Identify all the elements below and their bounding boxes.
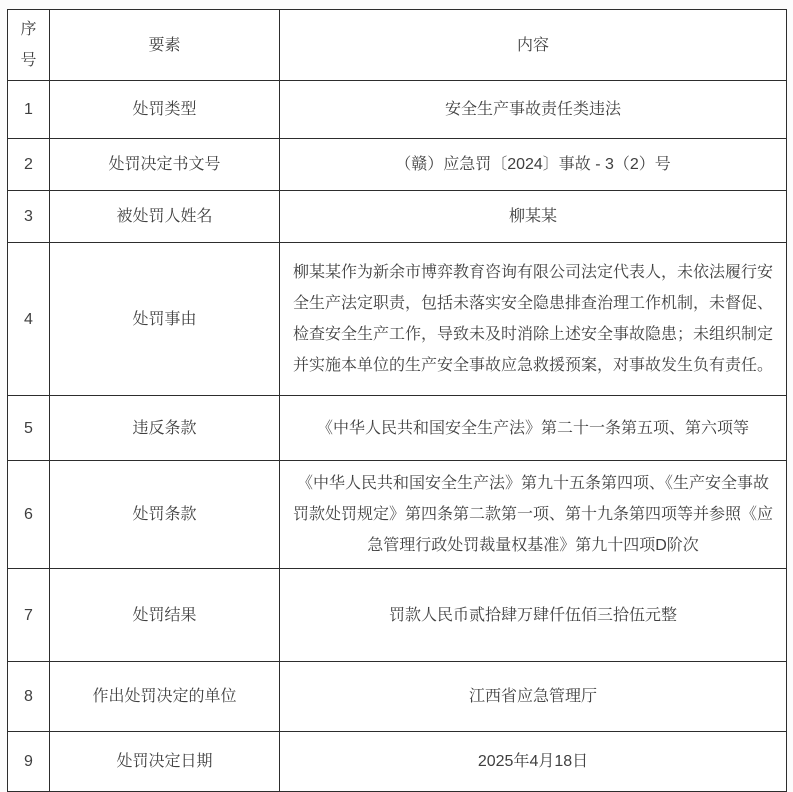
header-cell-element: 要素 [50, 10, 280, 81]
cell-row-number: 3 [8, 191, 50, 243]
cell-row-number: 7 [8, 569, 50, 662]
table-row-penalty-type [8, 81, 787, 139]
table-header-row [8, 10, 787, 81]
cell-element-label: 违反条款 [50, 396, 280, 461]
cell-content-value: 《中华人民共和国安全生产法》第九十五条第四项、《生产安全事故罚款处罚规定》第四条第二款第一项、第十九条第四项等并参照《应急管理行政处罚裁量权基准》第九十四项D阶次 [280, 461, 787, 569]
cell-content-value: 2025年4月18日 [280, 732, 787, 792]
table-row-penalty-result [8, 569, 787, 662]
cell-element-label: 作出处罚决定的单位 [50, 662, 280, 732]
cell-content-value: 江西省应急管理厅 [280, 662, 787, 732]
table-row-penalty-reason [8, 243, 787, 396]
cell-content-value: 柳某某 [280, 191, 787, 243]
cell-content-value: 罚款人民币贰拾肆万肆仟伍佰三拾伍元整 [280, 569, 787, 662]
table-row-violated-clauses [8, 396, 787, 461]
cell-element-label: 处罚类型 [50, 81, 280, 139]
table-row-deciding-authority [8, 662, 787, 732]
cell-element-label: 处罚决定日期 [50, 732, 280, 792]
penalty-decision-table [7, 9, 787, 792]
cell-row-number: 5 [8, 396, 50, 461]
header-cell-content: 内容 [280, 10, 787, 81]
cell-row-number: 8 [8, 662, 50, 732]
table-row-decision-date [8, 732, 787, 792]
cell-element-label: 处罚条款 [50, 461, 280, 569]
cell-row-number: 2 [8, 139, 50, 191]
header-cell-serial-number: 序号 [8, 10, 50, 81]
cell-row-number: 6 [8, 461, 50, 569]
cell-element-label: 处罚事由 [50, 243, 280, 396]
cell-element-label: 处罚决定书文号 [50, 139, 280, 191]
cell-content-value: 《中华人民共和国安全生产法》第二十一条第五项、第六项等 [280, 396, 787, 461]
cell-row-number: 9 [8, 732, 50, 792]
table-row-penalty-clauses [8, 461, 787, 569]
cell-content-value: 安全生产事故责任类违法 [280, 81, 787, 139]
cell-element-label: 处罚结果 [50, 569, 280, 662]
cell-row-number: 1 [8, 81, 50, 139]
cell-content-value: 柳某某作为新余市博弈教育咨询有限公司法定代表人，未依法履行安全生产法定职责，包括未落实安全隐患排查治理工作机制，未督促、检查安全生产工作，导致未及时消除上述安全事故隐患；未组织制定并实施本单位的生产安全事故应急救援预案，对事故发生负有责任。 [280, 243, 787, 396]
cell-row-number: 4 [8, 243, 50, 396]
table-row-decision-doc-number [8, 139, 787, 191]
cell-content-value: （赣）应急罚〔2024〕事故 - 3（2）号 [280, 139, 787, 191]
table-row-penalized-person-name [8, 191, 787, 243]
cell-element-label: 被处罚人姓名 [50, 191, 280, 243]
